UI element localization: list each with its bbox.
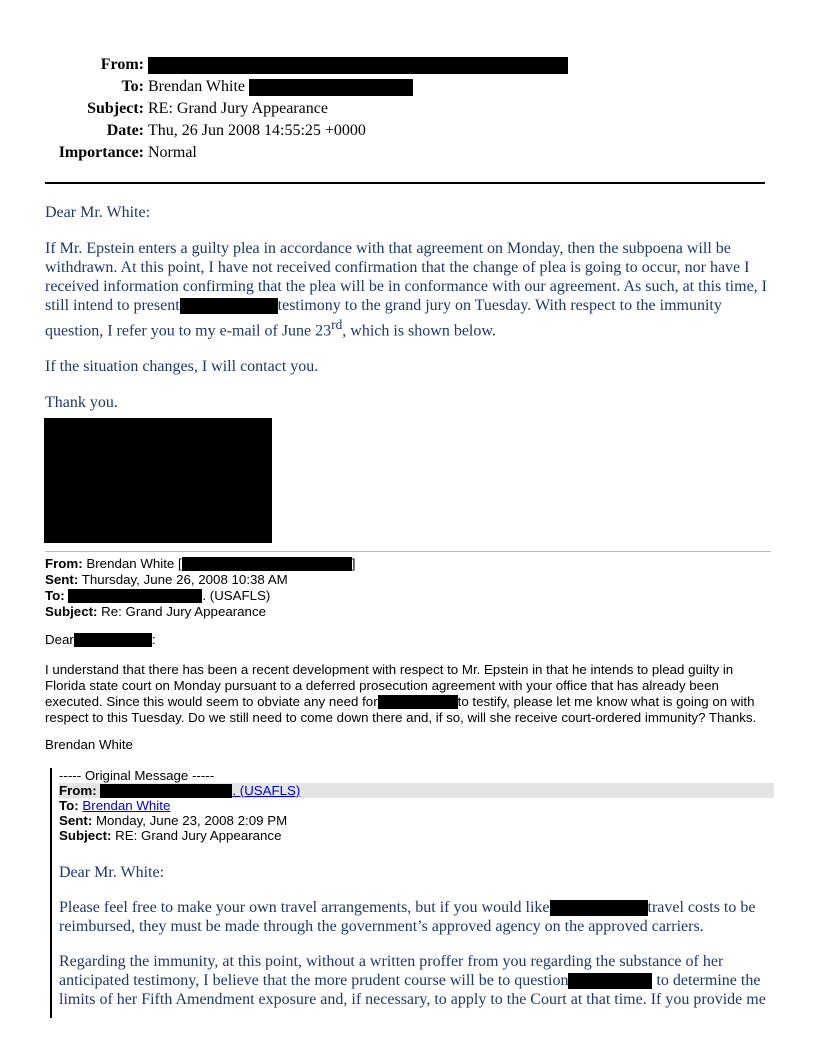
email-header xyxy=(40,54,568,164)
redaction-box xyxy=(182,557,352,571)
reply-sent xyxy=(45,572,773,588)
paragraph: If the situation changes, I will contact you. xyxy=(45,358,319,376)
header-date-row xyxy=(40,120,568,142)
paragraph-text: I understand that there has been a recent development with respect to Mr. Epstein in that he intends to plead guilty in Florida state court on Monday pursuant to a deferred prosecution agreement with your office that has already been executed. Since this would seem to obviate any need for xyxy=(45,662,734,709)
to-label: To: xyxy=(121,78,144,95)
date-value: Thu, 26 Jun 2008 14:55:25 +0000 xyxy=(148,122,366,139)
bracket: ] xyxy=(351,556,356,571)
subject-value: Re: Grand Jury Appearance xyxy=(101,604,266,619)
redaction-box xyxy=(550,900,648,916)
reply-divider xyxy=(45,551,771,552)
header-to-row xyxy=(40,76,568,98)
original-meta xyxy=(59,768,774,843)
paragraph-text: If Mr. Epstein enters a guilty plea in accordance with that agreement on Monday, then the subpoena will be withdrawn. At this point, I have not received confirmation that the change of plea is going to occur, nor have I received information confirming that the plea will be in conformance with our agreement. As such, at this time, I still intend to present xyxy=(45,240,767,314)
subject-label: Subject: xyxy=(59,828,112,843)
closing: Thank you. xyxy=(45,394,118,412)
paragraph-text: Please feel free to make your own travel arrangements, but if you would like xyxy=(59,899,550,916)
paragraph-text: Regarding the immunity, at this point, without a written proffer from you regarding the substance of her anticipated testimony, I believe that the more prudent course will be to question xyxy=(59,953,724,989)
superscript: rd xyxy=(331,317,343,332)
salutation-text: Dear xyxy=(45,632,74,647)
header-from-row xyxy=(40,54,568,76)
original-body xyxy=(59,863,774,1009)
header-importance-row xyxy=(40,142,568,164)
from-value: Brendan White [ xyxy=(86,556,182,571)
paragraph-text: testimony to the grand jury on Tuesday. With respect to the immunity question, I refer you to my e-mail of June 23 xyxy=(45,297,722,340)
header-subject-row xyxy=(40,98,568,120)
to-value: . (USAFLS) xyxy=(202,588,271,603)
to-link[interactable]: Brendan White xyxy=(82,798,171,813)
paragraph-text: to determine the limits of her Fifth Amendment exposure and, if necessary, to apply to the Court at that time. If you provide me xyxy=(59,972,766,1008)
from-label: From: xyxy=(100,56,144,73)
redaction-box xyxy=(249,79,413,96)
quoted-reply xyxy=(45,556,773,753)
from-link[interactable]: . (USAFLS) xyxy=(232,783,301,798)
message-body xyxy=(45,203,773,429)
paragraph-text: to testify, please let me know what is going on with respect to this Tuesday. Do we still need to come down there and, if so, will she receive court-ordered immunity? Thanks. xyxy=(45,694,757,725)
reply-meta xyxy=(45,556,773,620)
original-message xyxy=(50,768,774,1018)
subject-label: Subject: xyxy=(87,100,144,117)
original-subject xyxy=(59,828,774,843)
subject-label: Subject: xyxy=(45,604,98,619)
reply-to xyxy=(45,588,773,604)
from-label: From: xyxy=(45,556,83,571)
paragraph-text: , which is shown below. xyxy=(342,322,496,340)
original-sent xyxy=(59,813,774,828)
sent-value: Thursday, June 26, 2008 10:38 AM xyxy=(81,572,288,587)
to-label: To: xyxy=(59,798,79,813)
sent-label: Sent: xyxy=(45,572,79,587)
importance-label: Importance: xyxy=(58,144,144,161)
paragraph xyxy=(45,239,773,340)
sent-label: Sent: xyxy=(59,813,93,828)
salutation-text: : xyxy=(151,632,156,647)
sent-value: Monday, June 23, 2008 2:09 PM xyxy=(95,813,288,828)
salutation: Dear Mr. White: xyxy=(45,204,151,221)
redaction-box xyxy=(378,695,458,709)
original-from xyxy=(59,783,774,798)
redaction-box xyxy=(68,589,202,603)
redacted-signature-block xyxy=(44,418,272,543)
date-label: Date: xyxy=(106,122,144,139)
reply-signature: Brendan White xyxy=(45,737,133,752)
original-salutation: Dear Mr. White: xyxy=(59,864,165,881)
to-label: To: xyxy=(45,588,65,603)
from-label: From: xyxy=(59,783,97,798)
original-to xyxy=(59,798,774,813)
paragraph xyxy=(59,952,774,1009)
redaction-box xyxy=(180,298,278,314)
redaction-box xyxy=(74,633,152,647)
reply-paragraph xyxy=(45,662,773,726)
original-marker: ----- Original Message ----- xyxy=(59,768,215,783)
importance-value: Normal xyxy=(148,144,197,161)
reply-from xyxy=(45,556,773,572)
reply-subject xyxy=(45,604,773,620)
subject-value: RE: Grand Jury Appearance xyxy=(115,828,282,843)
redaction-box xyxy=(568,973,652,989)
header-divider xyxy=(45,182,765,184)
redaction-box xyxy=(148,57,568,74)
to-value: Brendan White xyxy=(148,78,246,95)
paragraph xyxy=(59,898,774,936)
paragraph-text: travel costs to be reimbursed, they must be made through the government’s approved agency on the approved carriers. xyxy=(59,899,756,935)
reply-salutation xyxy=(45,632,773,648)
redaction-box xyxy=(100,784,232,798)
subject-value: RE: Grand Jury Appearance xyxy=(148,100,328,117)
